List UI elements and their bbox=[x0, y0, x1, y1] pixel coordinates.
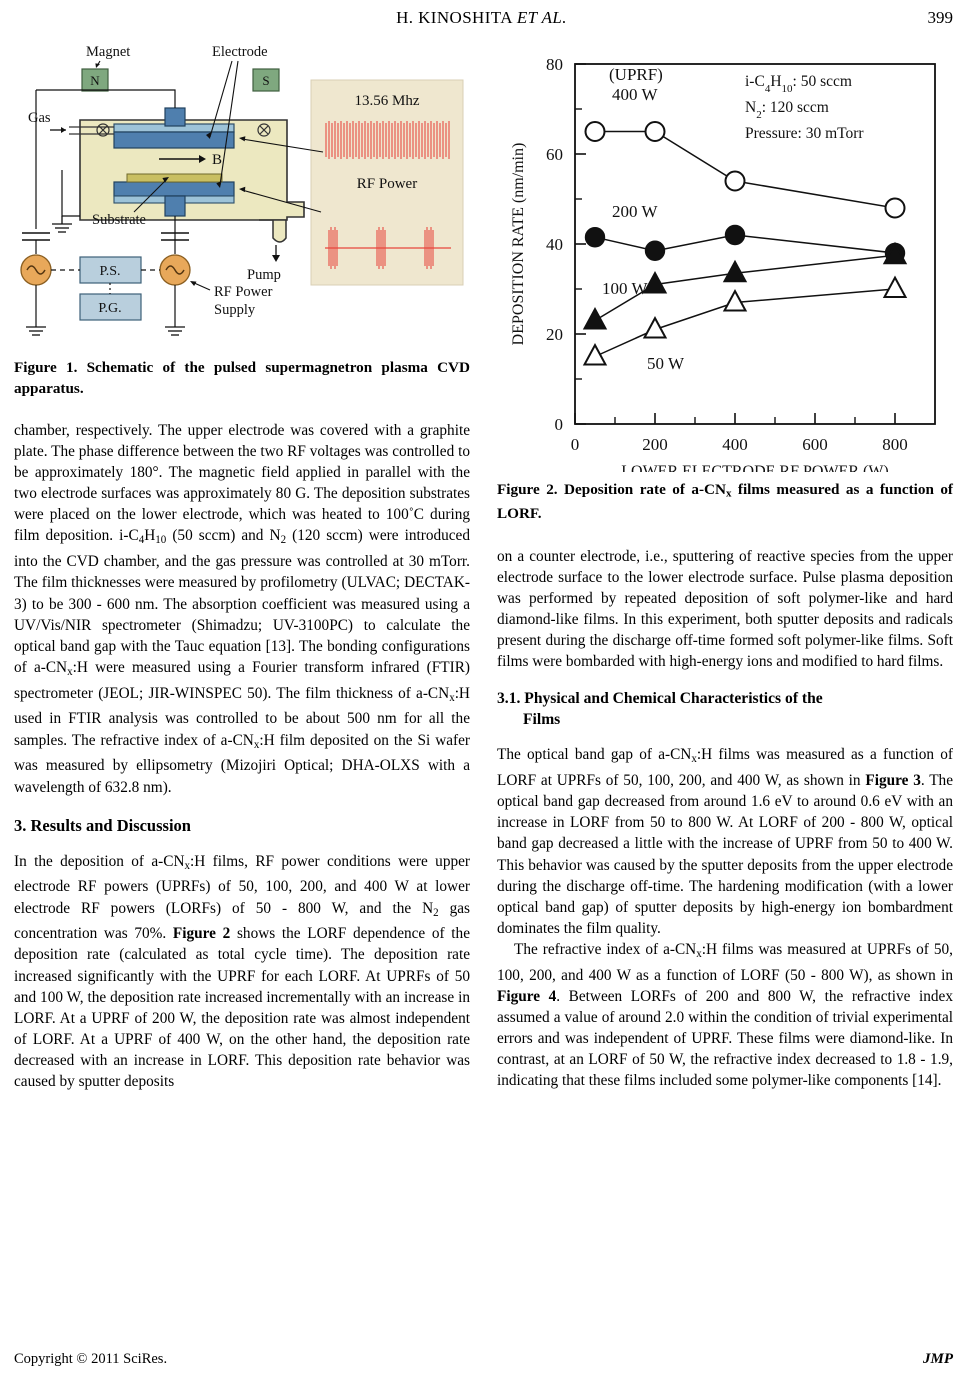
marker-open-circle bbox=[586, 122, 605, 141]
marker-open-circle bbox=[726, 172, 745, 191]
running-head bbox=[0, 8, 967, 28]
annotation-pressure: Pressure: 30 mTorr bbox=[745, 125, 864, 142]
annotation-n2-flow: $N_2$: 120 sccm bbox=[745, 99, 829, 121]
magnet-label: Magnet bbox=[86, 44, 131, 60]
right-paragraph-2 bbox=[497, 744, 953, 939]
left-p1-sub-3: 2 bbox=[280, 534, 287, 547]
figure-1-caption: Figure 1. Schematic of the pulsed supermagnetron plasma CVD apparatus. bbox=[14, 359, 470, 397]
right-p3-sub-1: x bbox=[696, 947, 702, 960]
series-label-200-w: 200 W bbox=[612, 202, 658, 221]
page-number: 399 bbox=[927, 8, 953, 27]
figure-3-crossref: Figure 3 bbox=[865, 772, 921, 790]
left-p1-text-d: (120 sccm) were introduced into the CVD chamber, and the gas pressure was controlled at 30 mTorr. The film thicknesses were measured by profilometry (ULVAC; DECTAK-3) to be 300 - 600 nm. The absorption coefficient was measured using a UV/Vis/NIR spectrometer (Shimadzu; UV-3100PC) to calculate the optical band gap with the Tauc equation [13]. The bonding configurations of a-CN bbox=[14, 527, 470, 676]
wire-chamber-ground-lead bbox=[62, 170, 80, 216]
two-column-body bbox=[14, 42, 953, 1312]
wire-upper-electrode-feed bbox=[36, 90, 175, 108]
left-paragraph-1 bbox=[14, 420, 470, 798]
rf-frequency-label: 13.56 Mhz bbox=[354, 93, 420, 109]
upper-electrode-stem bbox=[165, 108, 185, 126]
left-p2-text-b: :H films, RF power conditions were upper electrode RF powers (UPRFs) of 50, 100, 200, and 400 W at lower electrode RF powers (LORFs) of 50 - 800 W, and the N bbox=[14, 852, 471, 917]
x-tick-label: 800 bbox=[882, 435, 908, 454]
left-p2-sub-2: 2 bbox=[433, 906, 439, 919]
x-tick-label: 600 bbox=[802, 435, 828, 454]
right-p3-text-b: :H films was measured at UPRFs of 50, 100, 200, and 400 W as a function of LORF (50 - 800 W), as shown in bbox=[497, 940, 953, 984]
figure-1 bbox=[14, 42, 470, 352]
running-head-title bbox=[0, 8, 967, 28]
right-p3-text-c: . Between LORFs of 200 and 800 W, the refractive index assumed a value of around 2.0 within the condition of trivial experimental errors and was independent of UPRF. These films were diamond-like. In contrast, at an LORF of 50 W, the refractive index decreased to 1.8 - 1.9, indicating that these films included some polymer-like components [14]. bbox=[497, 987, 953, 1090]
substrate-plate bbox=[127, 174, 222, 182]
y-tick-label: 60 bbox=[546, 145, 563, 164]
running-head-authors: H. KINOSHITA bbox=[396, 8, 513, 27]
subsection-heading-line-1: 3.1. Physical and Chemical Characteristics of the bbox=[497, 690, 823, 708]
left-p1-sub-5: x bbox=[449, 691, 455, 704]
x-tick-label: 200 bbox=[642, 435, 668, 454]
left-p1-text-b: H bbox=[144, 527, 156, 545]
y-tick-label: 80 bbox=[546, 55, 563, 74]
journal-abbreviation: JMP bbox=[923, 1351, 953, 1367]
left-p2-text-c: gas concentration was 70%. bbox=[14, 899, 471, 943]
page-footer bbox=[14, 1351, 953, 1368]
gas-label: Gas bbox=[28, 110, 51, 126]
y-tick-label: 20 bbox=[546, 325, 563, 344]
chamber-ground-symbol bbox=[52, 216, 72, 232]
b-field-label: B bbox=[212, 152, 223, 168]
ground-symbol-right bbox=[165, 327, 185, 335]
magnet-north-label: N bbox=[90, 73, 100, 88]
deposition-rate-chart bbox=[497, 42, 953, 472]
spacer bbox=[14, 399, 470, 420]
left-paragraph-2 bbox=[14, 851, 470, 1093]
series-label-400-w: 400 W bbox=[612, 85, 658, 104]
lower-electrode-body bbox=[114, 182, 234, 196]
left-p1-sub-1: 4 bbox=[138, 534, 145, 547]
right-p2-text-c: . The optical band gap decreased from around 1.6 eV to around 0.6 eV with an increase in LORF from 50 to 800 W. At LORF of 200 - 800 W, optical band gap decreased a little with the increase of UPRF from 50 to 400 W. This behavior was caused by the sputter deposits from the upper electrode during the discharge off-time. The hardening modification (with a lower optical band gap) of sputter deposits by high-energy ion bombardment dominates the film quality. bbox=[497, 772, 953, 937]
ps-label: P.S. bbox=[99, 264, 121, 279]
magnet-leader-head bbox=[95, 63, 100, 68]
figure-2-caption-prefix: Figure 2. Deposition rate of a-CN bbox=[497, 481, 726, 498]
y-axis-title: DEPOSITION RATE (nm/min) bbox=[510, 142, 527, 346]
pump-label: Pump bbox=[247, 267, 281, 283]
x-axis-title: LOWER ELECTRODE RF POWER (W) bbox=[621, 463, 889, 472]
figure-2-caption-sub: x bbox=[725, 487, 732, 500]
right-p2-text-a: The optical band gap of a-CN bbox=[497, 746, 692, 764]
subsection-heading-physical-chemical bbox=[497, 688, 953, 730]
y-tick-label: 0 bbox=[554, 415, 563, 434]
y-tick-label: 40 bbox=[546, 235, 563, 254]
figure-1-schematic bbox=[14, 42, 470, 352]
ground-symbol-left bbox=[26, 327, 46, 335]
right-column bbox=[497, 42, 953, 1091]
left-p1-sub-4: x bbox=[67, 665, 73, 678]
rf-power-label: RF Power bbox=[356, 176, 418, 192]
marker-open-circle bbox=[886, 199, 905, 218]
pump-neck bbox=[259, 220, 286, 242]
right-paragraph-3 bbox=[497, 939, 953, 1091]
left-p1-sub-6: x bbox=[253, 738, 260, 751]
left-p1-text-a: chamber, respectively. The upper electrode was covered with a graphite plate. The phase difference between the two RF voltages was controlled to be approximately 180°. The magnetic field applied in parallel with the two electrode surfaces was approximately 80 G. The deposition substrates were placed on the lower electrode, which was heated to 100˚C during film deposition. i-C bbox=[14, 422, 470, 545]
right-p2-sub-1: x bbox=[691, 753, 697, 766]
subsection-heading-line-2: Films bbox=[523, 711, 561, 729]
marker-filled-circle bbox=[646, 241, 665, 260]
right-p2-text-b: :H films was measured as a function of LORF at UPRFs of 50, 100, 200, and 400 W, as shown in bbox=[497, 746, 953, 790]
upper-electrode-body bbox=[114, 132, 234, 148]
copyright-notice: Copyright © 2011 SciRes. bbox=[14, 1351, 168, 1367]
uprf-legend-header: (UPRF) bbox=[609, 65, 663, 84]
right-paragraph-1: on a counter electrode, i.e., sputtering of reactive species from the upper electrode surface to the lower electrode surface. Pulse plasma deposition was performed by repeated deposition of soft polymer-like and hard diamond-like films. In this experiment, both sputter deposits and radicals present during the discharge off-time formed soft polymer-like films. Soft films were bombarded with high-energy ions and modified to hard films. bbox=[497, 547, 953, 671]
left-column bbox=[14, 42, 470, 1092]
x-tick-label: 0 bbox=[570, 435, 580, 454]
left-p1-text-f: :H used in FTIR analysis was controlled to be about 500 nm for all the samples. The refractive index of a-CN bbox=[14, 684, 470, 749]
series-label-50-w: 50 W bbox=[647, 354, 684, 373]
left-p1-text-c: (50 sccm) and N bbox=[166, 527, 281, 545]
figure-2-crossref: Figure 2 bbox=[172, 925, 231, 943]
figure-2 bbox=[497, 42, 953, 472]
capacitor-left bbox=[22, 233, 50, 240]
annotation-gas-flow: $i-C_4H_{10}$: 50 sccm bbox=[745, 73, 852, 95]
left-p1-text-g: :H film deposited on the Si wafer was measured by ellipsometry (Mizojiri Optical; DHA-OLXS with a wavelength of 632.8 nm). bbox=[14, 731, 471, 796]
running-head-etal: ET AL. bbox=[516, 8, 567, 27]
section-heading-results: 3. Results and Discussion bbox=[14, 815, 191, 835]
figure-2-caption bbox=[497, 480, 953, 525]
marker-filled-circle bbox=[586, 228, 605, 247]
left-p2-text-a: In the deposition of a-CN bbox=[14, 852, 185, 870]
pg-label: P.G. bbox=[98, 301, 122, 316]
rf-supply-label-line2: Supply bbox=[214, 302, 256, 318]
right-p3-text-a: The refractive index of a-CN bbox=[514, 940, 697, 958]
chart-plot-frame bbox=[575, 64, 935, 424]
pump-arrow-head bbox=[272, 255, 280, 262]
figure-2-caption-suffix: films measured as a function of LORF. bbox=[497, 481, 953, 523]
marker-filled-circle bbox=[726, 226, 745, 245]
x-tick-label: 400 bbox=[722, 435, 748, 454]
magnet-south-label: S bbox=[262, 73, 270, 88]
marker-open-circle bbox=[646, 122, 665, 141]
left-p1-sub-2: 10 bbox=[155, 534, 167, 547]
rf-supply-label-line1: RF Power bbox=[214, 284, 273, 300]
gas-arrow-head bbox=[61, 127, 66, 133]
lower-electrode-stem bbox=[165, 196, 185, 216]
spacer-right bbox=[497, 525, 953, 546]
series-label-100-w: 100 W bbox=[602, 279, 648, 298]
electrode-label: Electrode bbox=[212, 44, 268, 60]
figure-4-crossref: Figure 4 bbox=[497, 987, 557, 1005]
left-p1-text-e: :H were measured using a Fourier transform infrared (FTIR) spectrometer (JEOL; JIR-WINSPEC 50). The film thickness of a-CN bbox=[14, 658, 470, 702]
left-p2-text-d: shows the LORF dependence of the deposition rate (calculated as total cycle time). The deposition rate increased significantly with the UPRF for each LORF. At UPRFs of 50 and 100 W, the deposition rate increased incrementally with an increase in LORF. At a UPRF of 200 W, the deposition rate was almost independent of LORF. At a UPRF of 400 W, on the other hand, the deposition rate decreased with an increase in LORF. This deposition rate behavior was caused by sputter deposits bbox=[14, 925, 470, 1091]
substrate-label: Substrate bbox=[92, 212, 146, 228]
left-p2-sub-1: x bbox=[184, 859, 191, 872]
